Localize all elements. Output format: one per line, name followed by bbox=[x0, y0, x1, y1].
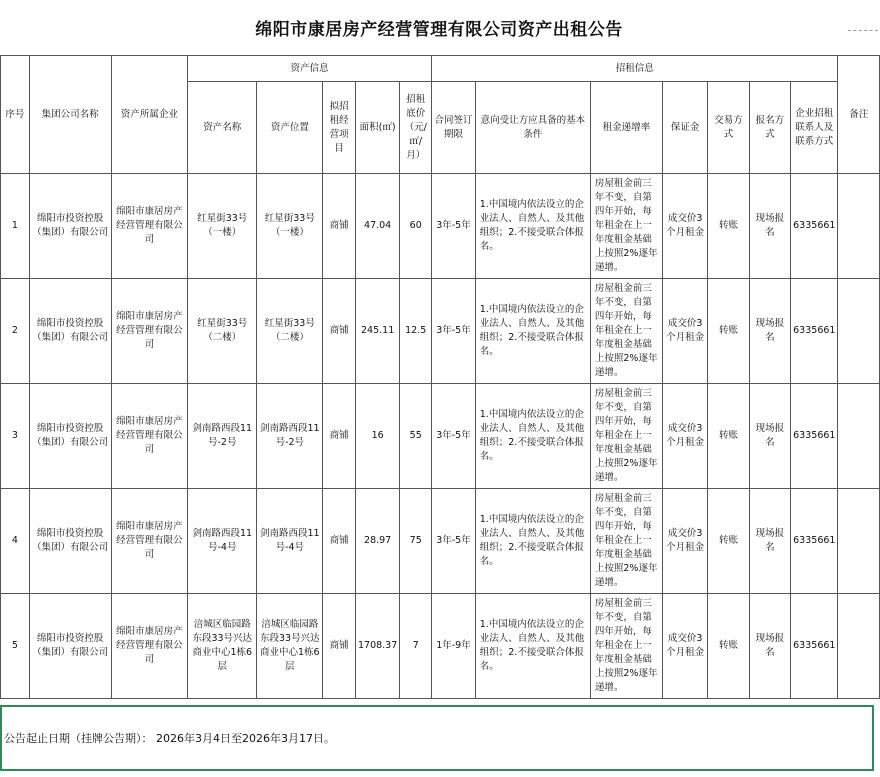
cell-owner: 绵阳市康居房产经营管理有限公司 bbox=[111, 384, 188, 489]
cell-owner: 绵阳市康居房产经营管理有限公司 bbox=[111, 279, 188, 384]
cell-deposit: 成交价3个月租金 bbox=[662, 384, 707, 489]
cell-intended-use: 商铺 bbox=[323, 174, 356, 279]
cell-deposit: 成交价3个月租金 bbox=[662, 489, 707, 594]
cell-asset-name: 涪城区临园路东段33号兴达商业中心1栋6层 bbox=[188, 594, 257, 699]
table-row bbox=[1, 594, 880, 699]
cell-payment: 转账 bbox=[708, 489, 749, 594]
cell-payment: 转账 bbox=[708, 384, 749, 489]
cell-rent-increase: 房屋租金前三年不变，自第四年开始，每年租金在上一年度租金基础上按照2%逐年递增。 bbox=[590, 489, 662, 594]
cell-owner: 绵阳市康居房产经营管理有限公司 bbox=[111, 174, 188, 279]
announcement-period-box bbox=[0, 705, 874, 771]
cell-contract-term: 3年-5年 bbox=[432, 384, 476, 489]
table-row bbox=[1, 384, 880, 489]
cell-group-company: 绵阳市投资控股（集团）有限公司 bbox=[29, 594, 111, 699]
cell-conditions: 1.中国境内依法设立的企业法人、自然人、及其他组织；2.不接受联合体报名。 bbox=[475, 174, 590, 279]
cell-asset-location: 剑南路西段11号-2号 bbox=[257, 384, 323, 489]
header-contract-term: 合同签订期限 bbox=[432, 82, 476, 174]
cell-deposit: 成交价3个月租金 bbox=[662, 279, 707, 384]
group-header-row bbox=[1, 56, 880, 82]
cell-asset-location: 涪城区临园路东段33号兴达商业中心1栋6层 bbox=[257, 594, 323, 699]
title-row bbox=[0, 0, 878, 56]
cell-asset-location: 红星街33号（一楼） bbox=[257, 174, 323, 279]
cell-asset-name: 红星街33号（二楼） bbox=[188, 279, 257, 384]
header-conditions: 意向受让方应具备的基本条件 bbox=[475, 82, 590, 174]
cell-asset-location: 红星街33号（二楼） bbox=[257, 279, 323, 384]
cell-remark bbox=[838, 279, 880, 384]
cell-registration: 现场报名 bbox=[749, 384, 790, 489]
cell-group-company: 绵阳市投资控股（集团）有限公司 bbox=[29, 489, 111, 594]
cell-registration: 现场报名 bbox=[749, 279, 790, 384]
header-payment: 交易方式 bbox=[708, 82, 749, 174]
cell-deposit: 成交价3个月租金 bbox=[662, 594, 707, 699]
cell-asset-location: 剑南路西段11号-4号 bbox=[257, 489, 323, 594]
cell-base-price: 12.5 bbox=[400, 279, 432, 384]
header-area: 面积(㎡) bbox=[355, 82, 399, 174]
cell-remark bbox=[838, 594, 880, 699]
cell-conditions: 1.中国境内依法设立的企业法人、自然人、及其他组织；2.不接受联合体报名。 bbox=[475, 594, 590, 699]
cell-rent-increase: 房屋租金前三年不变，自第四年开始，每年租金在上一年度租金基础上按照2%逐年递增。 bbox=[590, 174, 662, 279]
header-lease-info: 招租信息 bbox=[432, 56, 838, 82]
header-remark: 备注 bbox=[838, 56, 880, 174]
cell-owner: 绵阳市康居房产经营管理有限公司 bbox=[111, 489, 188, 594]
cell-remark bbox=[838, 174, 880, 279]
cell-seq: 2 bbox=[1, 279, 30, 384]
cell-area: 1708.37 bbox=[355, 594, 399, 699]
cell-registration: 现场报名 bbox=[749, 489, 790, 594]
cell-payment: 转账 bbox=[708, 279, 749, 384]
cell-payment: 转账 bbox=[708, 174, 749, 279]
cell-area: 16 bbox=[355, 384, 399, 489]
cell-deposit: 成交价3个月租金 bbox=[662, 174, 707, 279]
header-asset-location: 资产位置 bbox=[257, 82, 323, 174]
cell-seq: 5 bbox=[1, 594, 30, 699]
cell-area: 28.97 bbox=[355, 489, 399, 594]
cell-area: 245.11 bbox=[355, 279, 399, 384]
cell-conditions: 1.中国境内依法设立的企业法人、自然人、及其他组织；2.不接受联合体报名。 bbox=[475, 384, 590, 489]
header-intended-use: 拟招租经营项目 bbox=[323, 82, 356, 174]
cell-intended-use: 商铺 bbox=[323, 279, 356, 384]
cell-area: 47.04 bbox=[355, 174, 399, 279]
cell-group-company: 绵阳市投资控股（集团）有限公司 bbox=[29, 279, 111, 384]
cell-base-price: 60 bbox=[400, 174, 432, 279]
dashed-line bbox=[848, 30, 878, 31]
cell-intended-use: 商铺 bbox=[323, 489, 356, 594]
cell-seq: 4 bbox=[1, 489, 30, 594]
cell-owner: 绵阳市康居房产经营管理有限公司 bbox=[111, 594, 188, 699]
header-owner: 资产所属企业 bbox=[111, 56, 188, 174]
cell-rent-increase: 房屋租金前三年不变，自第四年开始，每年租金在上一年度租金基础上按照2%逐年递增。 bbox=[590, 384, 662, 489]
table-row bbox=[1, 174, 880, 279]
cell-intended-use: 商铺 bbox=[323, 384, 356, 489]
cell-asset-name: 剑南路西段11号-4号 bbox=[188, 489, 257, 594]
header-rent-increase: 租金递增率 bbox=[590, 82, 662, 174]
header-group-company: 集团公司名称 bbox=[29, 56, 111, 174]
cell-remark bbox=[838, 384, 880, 489]
cell-base-price: 75 bbox=[400, 489, 432, 594]
cell-contract-term: 3年-5年 bbox=[432, 174, 476, 279]
cell-seq: 1 bbox=[1, 174, 30, 279]
cell-contract-term: 3年-5年 bbox=[432, 279, 476, 384]
cell-registration: 现场报名 bbox=[749, 594, 790, 699]
cell-payment: 转账 bbox=[708, 594, 749, 699]
cell-contact: 6335661 bbox=[791, 174, 838, 279]
cell-contract-term: 3年-5年 bbox=[432, 489, 476, 594]
cell-contact: 6335661 bbox=[791, 489, 838, 594]
cell-base-price: 7 bbox=[400, 594, 432, 699]
table-row bbox=[1, 489, 880, 594]
cell-intended-use: 商铺 bbox=[323, 594, 356, 699]
cell-group-company: 绵阳市投资控股（集团）有限公司 bbox=[29, 384, 111, 489]
page-title: 绵阳市康居房产经营管理有限公司资产出租公告 bbox=[255, 20, 623, 40]
cell-contact: 6335661 bbox=[791, 594, 838, 699]
header-asset-info: 资产信息 bbox=[188, 56, 432, 82]
cell-conditions: 1.中国境内依法设立的企业法人、自然人、及其他组织；2.不接受联合体报名。 bbox=[475, 489, 590, 594]
header-seq: 序号 bbox=[1, 56, 30, 174]
cell-rent-increase: 房屋租金前三年不变，自第四年开始，每年租金在上一年度租金基础上按照2%逐年递增。 bbox=[590, 594, 662, 699]
cell-remark bbox=[838, 489, 880, 594]
cell-contact: 6335661 bbox=[791, 384, 838, 489]
header-registration: 报名方式 bbox=[749, 82, 790, 174]
cell-asset-name: 剑南路西段11号-2号 bbox=[188, 384, 257, 489]
cell-registration: 现场报名 bbox=[749, 174, 790, 279]
header-deposit: 保证金 bbox=[662, 82, 707, 174]
table-row bbox=[1, 279, 880, 384]
cell-seq: 3 bbox=[1, 384, 30, 489]
cell-conditions: 1.中国境内依法设立的企业法人、自然人、及其他组织；2.不接受联合体报名。 bbox=[475, 279, 590, 384]
cell-asset-name: 红星街33号（一楼） bbox=[188, 174, 257, 279]
lease-table bbox=[0, 55, 880, 699]
header-asset-name: 资产名称 bbox=[188, 82, 257, 174]
cell-rent-increase: 房屋租金前三年不变，自第四年开始，每年租金在上一年度租金基础上按照2%逐年递增。 bbox=[590, 279, 662, 384]
header-contact: 企业招租联系人及联系方式 bbox=[791, 82, 838, 174]
header-base-price: 招租底价（元/㎡/月） bbox=[400, 82, 432, 174]
announcement-period: 公告起止日期（挂牌公告期）： 2026年3月4日至2026年3月17日。 bbox=[4, 732, 335, 745]
cell-contract-term: 1年-9年 bbox=[432, 594, 476, 699]
cell-base-price: 55 bbox=[400, 384, 432, 489]
cell-contact: 6335661 bbox=[791, 279, 838, 384]
cell-group-company: 绵阳市投资控股（集团）有限公司 bbox=[29, 174, 111, 279]
